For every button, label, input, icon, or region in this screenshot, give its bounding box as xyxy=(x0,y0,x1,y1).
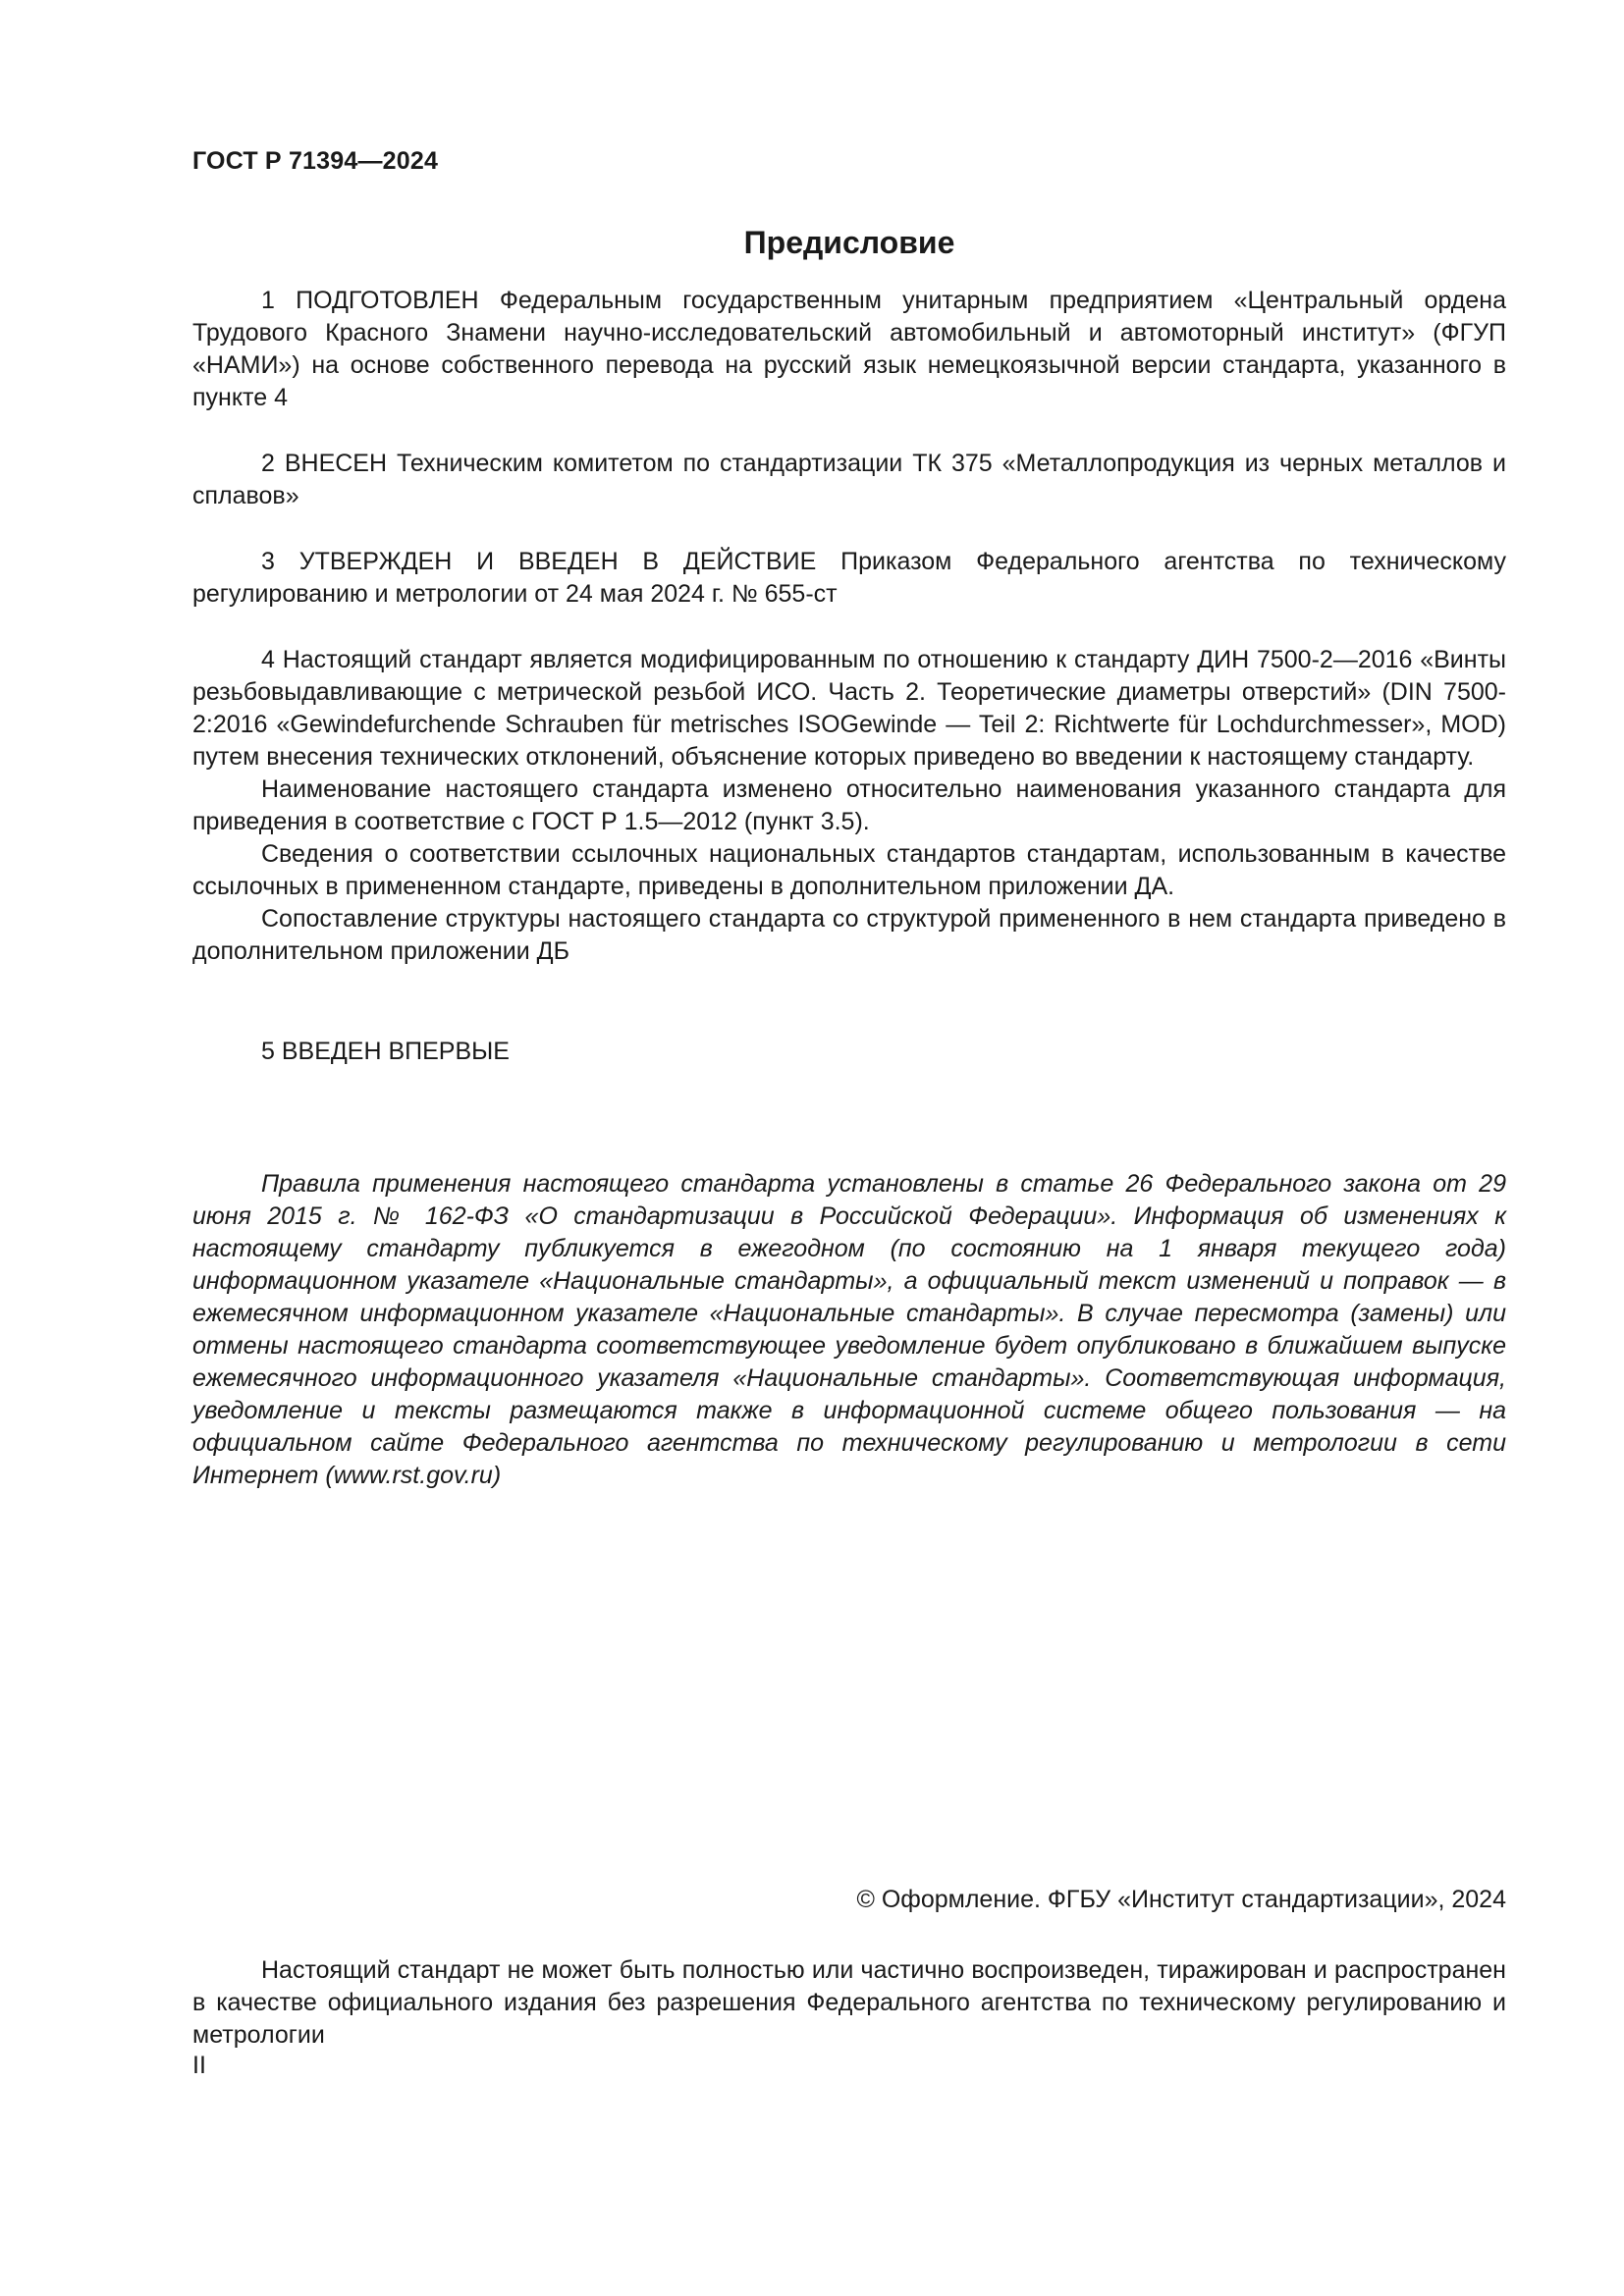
section-1-text: 1 ПОДГОТОВЛЕН Федеральным государственным унитарным предприятием «Центральный ордена Трудового Красного Знамени научно-исследовательский автомобильный и автомоторный институт» (ФГУП «НАМИ») на основе собственного перевода на русский язык немецкоязычной версии стандарта, указанного в пункте 4 xyxy=(192,287,1506,411)
section-1 xyxy=(192,285,1506,414)
section-2 xyxy=(192,448,1506,512)
usage-rules-text: Правила применения настоящего стандарта установлены в статье 26 Федерального закона от 29 июня 2015 г. № 162-ФЗ «О стандартизации в Российской Федерации». Информация об изменениях к настоящему стандарту публикуется в ежегодном (по состоянию на 1 января текущего года) информационном указателе «Национальные стандарты», а официальный текст изменений и поправок — в ежемесячном информационном указателе «Национальные стандарты». В случае пересмотра (замены) или отмены настоящего стандарта соответствующее уведомление будет опубликовано в ближайшем выпуске ежемесячного информационного указателя «Национальные стандарты». Соответствующая информация, уведомление и тексты размещаются также в информационной системе общего пользования — на официальном сайте Федерального агентства по техническому регулированию и метрологии в сети Интернет (www.rst.gov.ru) xyxy=(192,1170,1506,1489)
standard-id-header: ГОСТ Р 71394—2024 xyxy=(192,147,439,175)
section-3-text: 3 УТВЕРЖДЕН И ВВЕДЕН В ДЕЙСТВИЕ Приказом Федерального агентства по техническому регулированию и метрологии от 24 мая 2024 г. № 655-ст xyxy=(192,548,1506,608)
page-title: Предисловие xyxy=(743,225,955,260)
section-3 xyxy=(192,546,1506,611)
section-5 xyxy=(192,1036,1506,1068)
section-4-paragraph-2: Наименование настоящего стандарта изменено относительно наименования указанного стандарта для приведения в соответствие с ГОСТ Р 1.5—2012 (пункт 3.5). xyxy=(192,775,1506,835)
reproduction-rights xyxy=(192,1954,1506,2052)
usage-rules-notice xyxy=(192,1168,1506,1492)
section-2-text: 2 ВНЕСЕН Техническим комитетом по стандартизации ТК 375 «Металлопродукция из черных металлов и сплавов» xyxy=(192,450,1506,509)
section-5-text: 5 ВВЕДЕН ВПЕРВЫЕ xyxy=(261,1038,510,1065)
reproduction-rights-text: Настоящий стандарт не может быть полностью или частично воспроизведен, тиражирован и распространен в качестве официального издания без разрешения Федерального агентства по техническому регулированию и метрологии xyxy=(192,1956,1506,2049)
copyright-line: © Оформление. ФГБУ «Институт стандартизации», 2024 xyxy=(856,1886,1506,1913)
document-page xyxy=(192,0,1506,2296)
section-4-paragraph-1: 4 Настоящий стандарт является модифицированным по отношению к стандарту ДИН 7500-2—2016 «Винты резьбовыдавливающие с метрической резьбой ИСО. Часть 2. Теоретические диаметры отверстий» (DIN 7500-2:2016 «Gewindefurchende Schrauben für metrisches ISOGewinde — Teil 2: Richtwerte für Lochdurchmesser», MOD) путем внесения технических отклонений, объяснение которых приведено во введении к настоящему стандарту. xyxy=(192,646,1506,771)
section-4-paragraph-3: Сведения о соответствии ссылочных национальных стандартов стандартам, использованным в качестве ссылочных в примененном стандарте, приведены в дополнительном приложении ДА. xyxy=(192,840,1506,900)
section-4 xyxy=(192,644,1506,968)
page-number: II xyxy=(192,2052,206,2079)
section-4-paragraph-4: Сопоставление структуры настоящего стандарта со структурой примененного в нем стандарта приведено в дополнительном приложении ДБ xyxy=(192,905,1506,965)
